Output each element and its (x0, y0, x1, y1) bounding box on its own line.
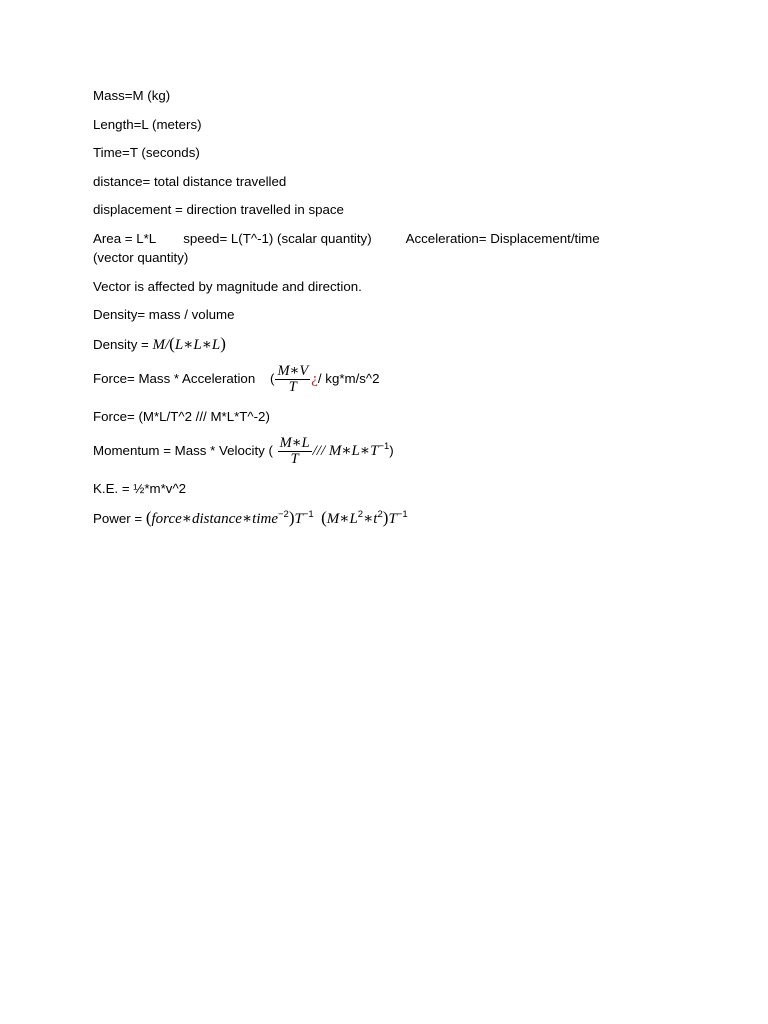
length-line: Length=L (meters) (93, 116, 202, 132)
unrecognized-glyph-mark: ¿ (311, 371, 318, 388)
power-exponent-1: −2 (277, 508, 289, 520)
vector-quantity-text: (vector quantity) (93, 249, 189, 265)
force-dimension-line: Force= (M*L/T^2 /// M*L*T^-2) (93, 409, 270, 425)
distance-line: distance= total distance travelled (93, 173, 287, 189)
power-t-1: T (294, 510, 303, 527)
power-close-paren-2: ) (382, 507, 389, 527)
power-expression-2b: ∗t (363, 510, 378, 527)
power-t-1-exponent: −1 (302, 508, 314, 520)
area-speed-acceleration-line (93, 229, 653, 267)
force-fraction-numerator: M∗V (277, 363, 309, 380)
force-units: / kg*m/s^2 (317, 371, 380, 387)
density-line: Density= mass / volume (93, 307, 235, 323)
document-body (93, 86, 653, 538)
momentum-fraction-numerator: M∗L (279, 434, 310, 451)
force-fraction-denominator: T (288, 379, 297, 396)
momentum-equation-line (93, 436, 653, 467)
density-equation-label: Density = (93, 336, 153, 352)
momentum-close-paren: ) (389, 442, 394, 458)
momentum-fraction (278, 436, 312, 467)
density-equation-inner: L∗L∗L (174, 336, 221, 353)
power-t-2-exponent: −1 (396, 508, 408, 520)
force-fraction (275, 364, 310, 395)
density-equation-close: ) (220, 333, 226, 353)
mass-line: Mass=M (kg) (93, 88, 171, 103)
power-t-2: T (388, 510, 397, 527)
force-equation-line (93, 364, 653, 395)
power-expression-2a: M∗L (326, 510, 358, 527)
speed-text: speed= L(T^-1) (scalar quantity) (183, 230, 372, 246)
momentum-separator: /// (312, 442, 326, 459)
power-label: Power = (93, 510, 146, 526)
momentum-expression: M∗L∗T (328, 442, 379, 459)
displacement-line: displacement = direction travelled in space (93, 202, 344, 218)
power-close-paren-1: ) (288, 507, 295, 527)
time-line: Time=T (seconds) (93, 145, 200, 161)
area-text: Area = L*L (93, 230, 157, 246)
momentum-fraction-denominator: T (290, 450, 299, 467)
force-open-paren: ( (270, 371, 275, 387)
vector-line: Vector is affected by magnitude and direction. (93, 278, 362, 294)
momentum-exponent: −1 (378, 440, 390, 452)
power-open-paren-1: ( (145, 507, 152, 527)
density-equation-open: ( (169, 333, 175, 353)
acceleration-text: Acceleration= Displacement/time (405, 230, 600, 246)
force-label: Force= Mass * Acceleration (93, 371, 256, 387)
power-expression-1: force∗distance∗time (151, 510, 278, 527)
power-exponent-2b: 2 (377, 508, 383, 520)
momentum-label: Momentum = Mass * Velocity ( (93, 442, 273, 458)
power-exponent-2a: 2 (357, 508, 364, 520)
density-equation-slash: / (165, 336, 170, 353)
kinetic-energy-line: K.E. = ½*m*v^2 (93, 480, 187, 496)
density-equation-m: M (152, 336, 165, 353)
power-open-paren-2: ( (321, 507, 327, 527)
density-equation-line (93, 334, 653, 355)
power-equation-line (93, 508, 653, 529)
